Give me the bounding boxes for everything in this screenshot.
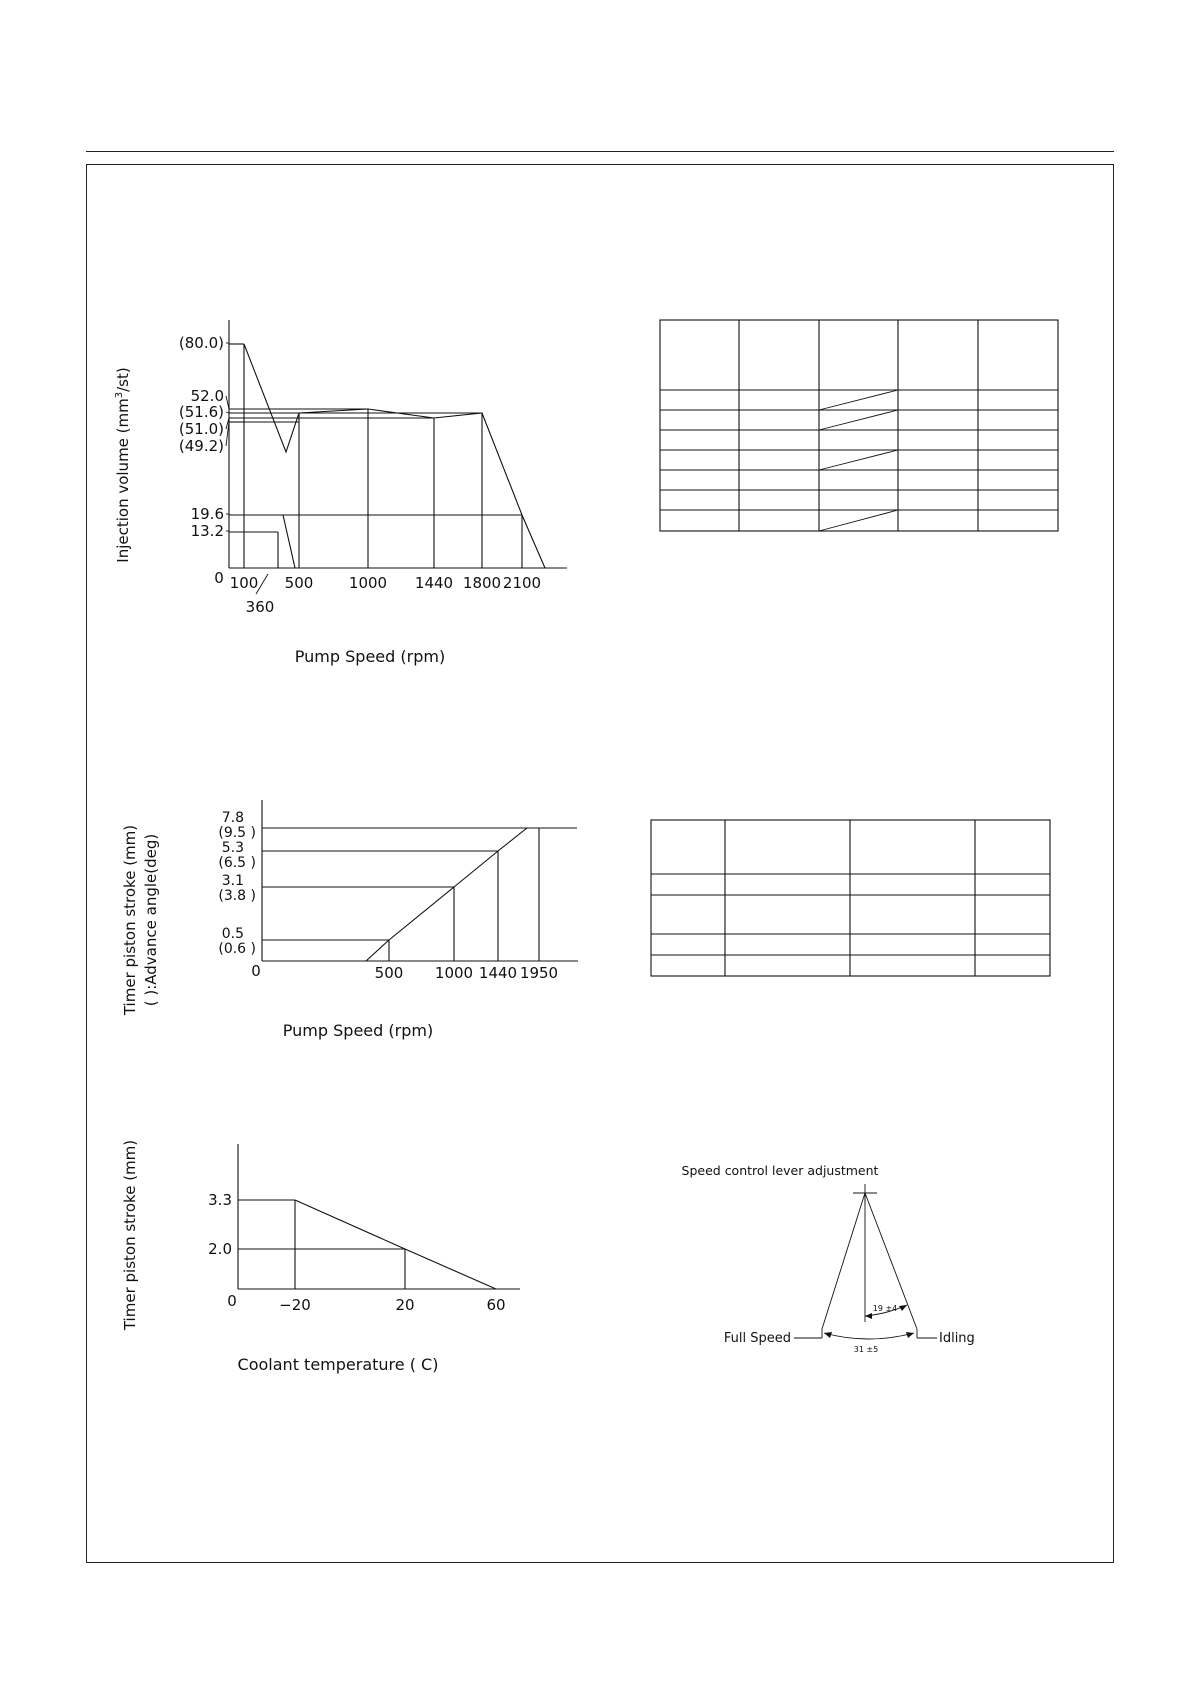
timer-coolant-y-tick-label: 3.3 (208, 1191, 232, 1209)
timer-coolant-x-tick-label: 20 (395, 1296, 415, 1314)
injection-y-tick-label: (80.0) (178, 334, 224, 352)
lever-outer-arc-arrow-left (824, 1332, 832, 1338)
injection-y-tick-label: (49.2) (178, 437, 224, 455)
injection-y-tick-label: (51.6) (178, 403, 224, 421)
injection-y-axis-label-main: Injection volume (mm (114, 398, 132, 563)
timer-speed-y-tick-label: 7.8 (221, 810, 244, 826)
timer-coolant-origin-label: 0 (227, 1292, 237, 1310)
timer-speed-x-tick-label: 1440 (478, 964, 518, 982)
injection-y-tick-label: 19.6 (190, 505, 224, 523)
lever-full-speed-line (822, 1193, 865, 1329)
timer-coolant-y-tick-label: 2.0 (208, 1240, 232, 1258)
injection-y-tick-label: 52.0 (190, 387, 224, 405)
injection-x-tick-label: 1800 (462, 574, 502, 592)
timer-speed-x-axis-label: Pump Speed (rpm) (282, 1021, 434, 1040)
timer-speed-origin-label: 0 (251, 962, 261, 980)
injection-x-tick-label: 100 (229, 574, 259, 592)
lever-inner-arc-arrow-right (899, 1305, 907, 1311)
injection-origin-label: 0 (214, 569, 224, 587)
timer-speed-x-tick-label: 1950 (519, 964, 559, 982)
timer-speed-y-tick-alt-label: (9.5 ) (218, 825, 256, 841)
injection-y-axis-label-sup: 3 (114, 391, 125, 399)
timer-coolant-x-axis-label: Coolant temperature ( C) (237, 1355, 439, 1374)
lever-outer-arc-arrow-right (906, 1332, 914, 1338)
injection-x-tick-label: 1000 (348, 574, 388, 592)
lever-inner-angle-label: 19 ±4 (872, 1304, 898, 1313)
timer-speed-y-tick-alt-label: (6.5 ) (218, 855, 256, 871)
timer-speed-y-tick-label: 5.3 (221, 840, 244, 856)
timer-speed-x-tick-label: 500 (374, 964, 404, 982)
timer-speed-y-tick-label: 3.1 (221, 873, 244, 889)
injection-y-axis-label-tail: /st) (114, 367, 132, 392)
lever-outer-angle-label: 31 ±5 (853, 1345, 879, 1354)
timer-speed-y-tick-alt-label: (3.8 ) (218, 888, 256, 904)
injection-x-extra-label: 360 (245, 598, 275, 616)
lever-outer-arc (824, 1333, 914, 1339)
injection-x-tick-label: 1440 (414, 574, 454, 592)
timer-speed-y-tick-alt-label: (0.6 ) (218, 941, 256, 957)
timer-speed-x-tick-label: 1000 (434, 964, 474, 982)
injection-x-tick-label: 2100 (502, 574, 542, 592)
full-speed-label: Full Speed (723, 1331, 791, 1346)
injection-y-tick-label: (51.0) (178, 420, 224, 438)
lever-inner-arc-arrow-left (865, 1313, 872, 1319)
injection-x-axis-label: Pump Speed (rpm) (294, 647, 446, 666)
timer-speed-y-axis-label-1: Timer piston stroke (mm) (121, 824, 139, 1016)
idling-label: Idling (939, 1331, 975, 1346)
timer-coolant-x-tick-label: 60 (486, 1296, 506, 1314)
lever-diagram-title: Speed control lever adjustment (681, 1163, 879, 1178)
timer-speed-y-tick-label: 0.5 (221, 926, 244, 942)
timer-coolant-x-tick-label: −20 (279, 1296, 311, 1314)
timer-speed-y-axis-label-2: ( ):Advance angle(deg) (142, 833, 160, 1007)
injection-y-tick-label: 13.2 (190, 522, 224, 540)
timer-coolant-y-axis-label: Timer piston stroke (mm) (121, 1139, 139, 1331)
injection-x-tick-label: 500 (284, 574, 314, 592)
